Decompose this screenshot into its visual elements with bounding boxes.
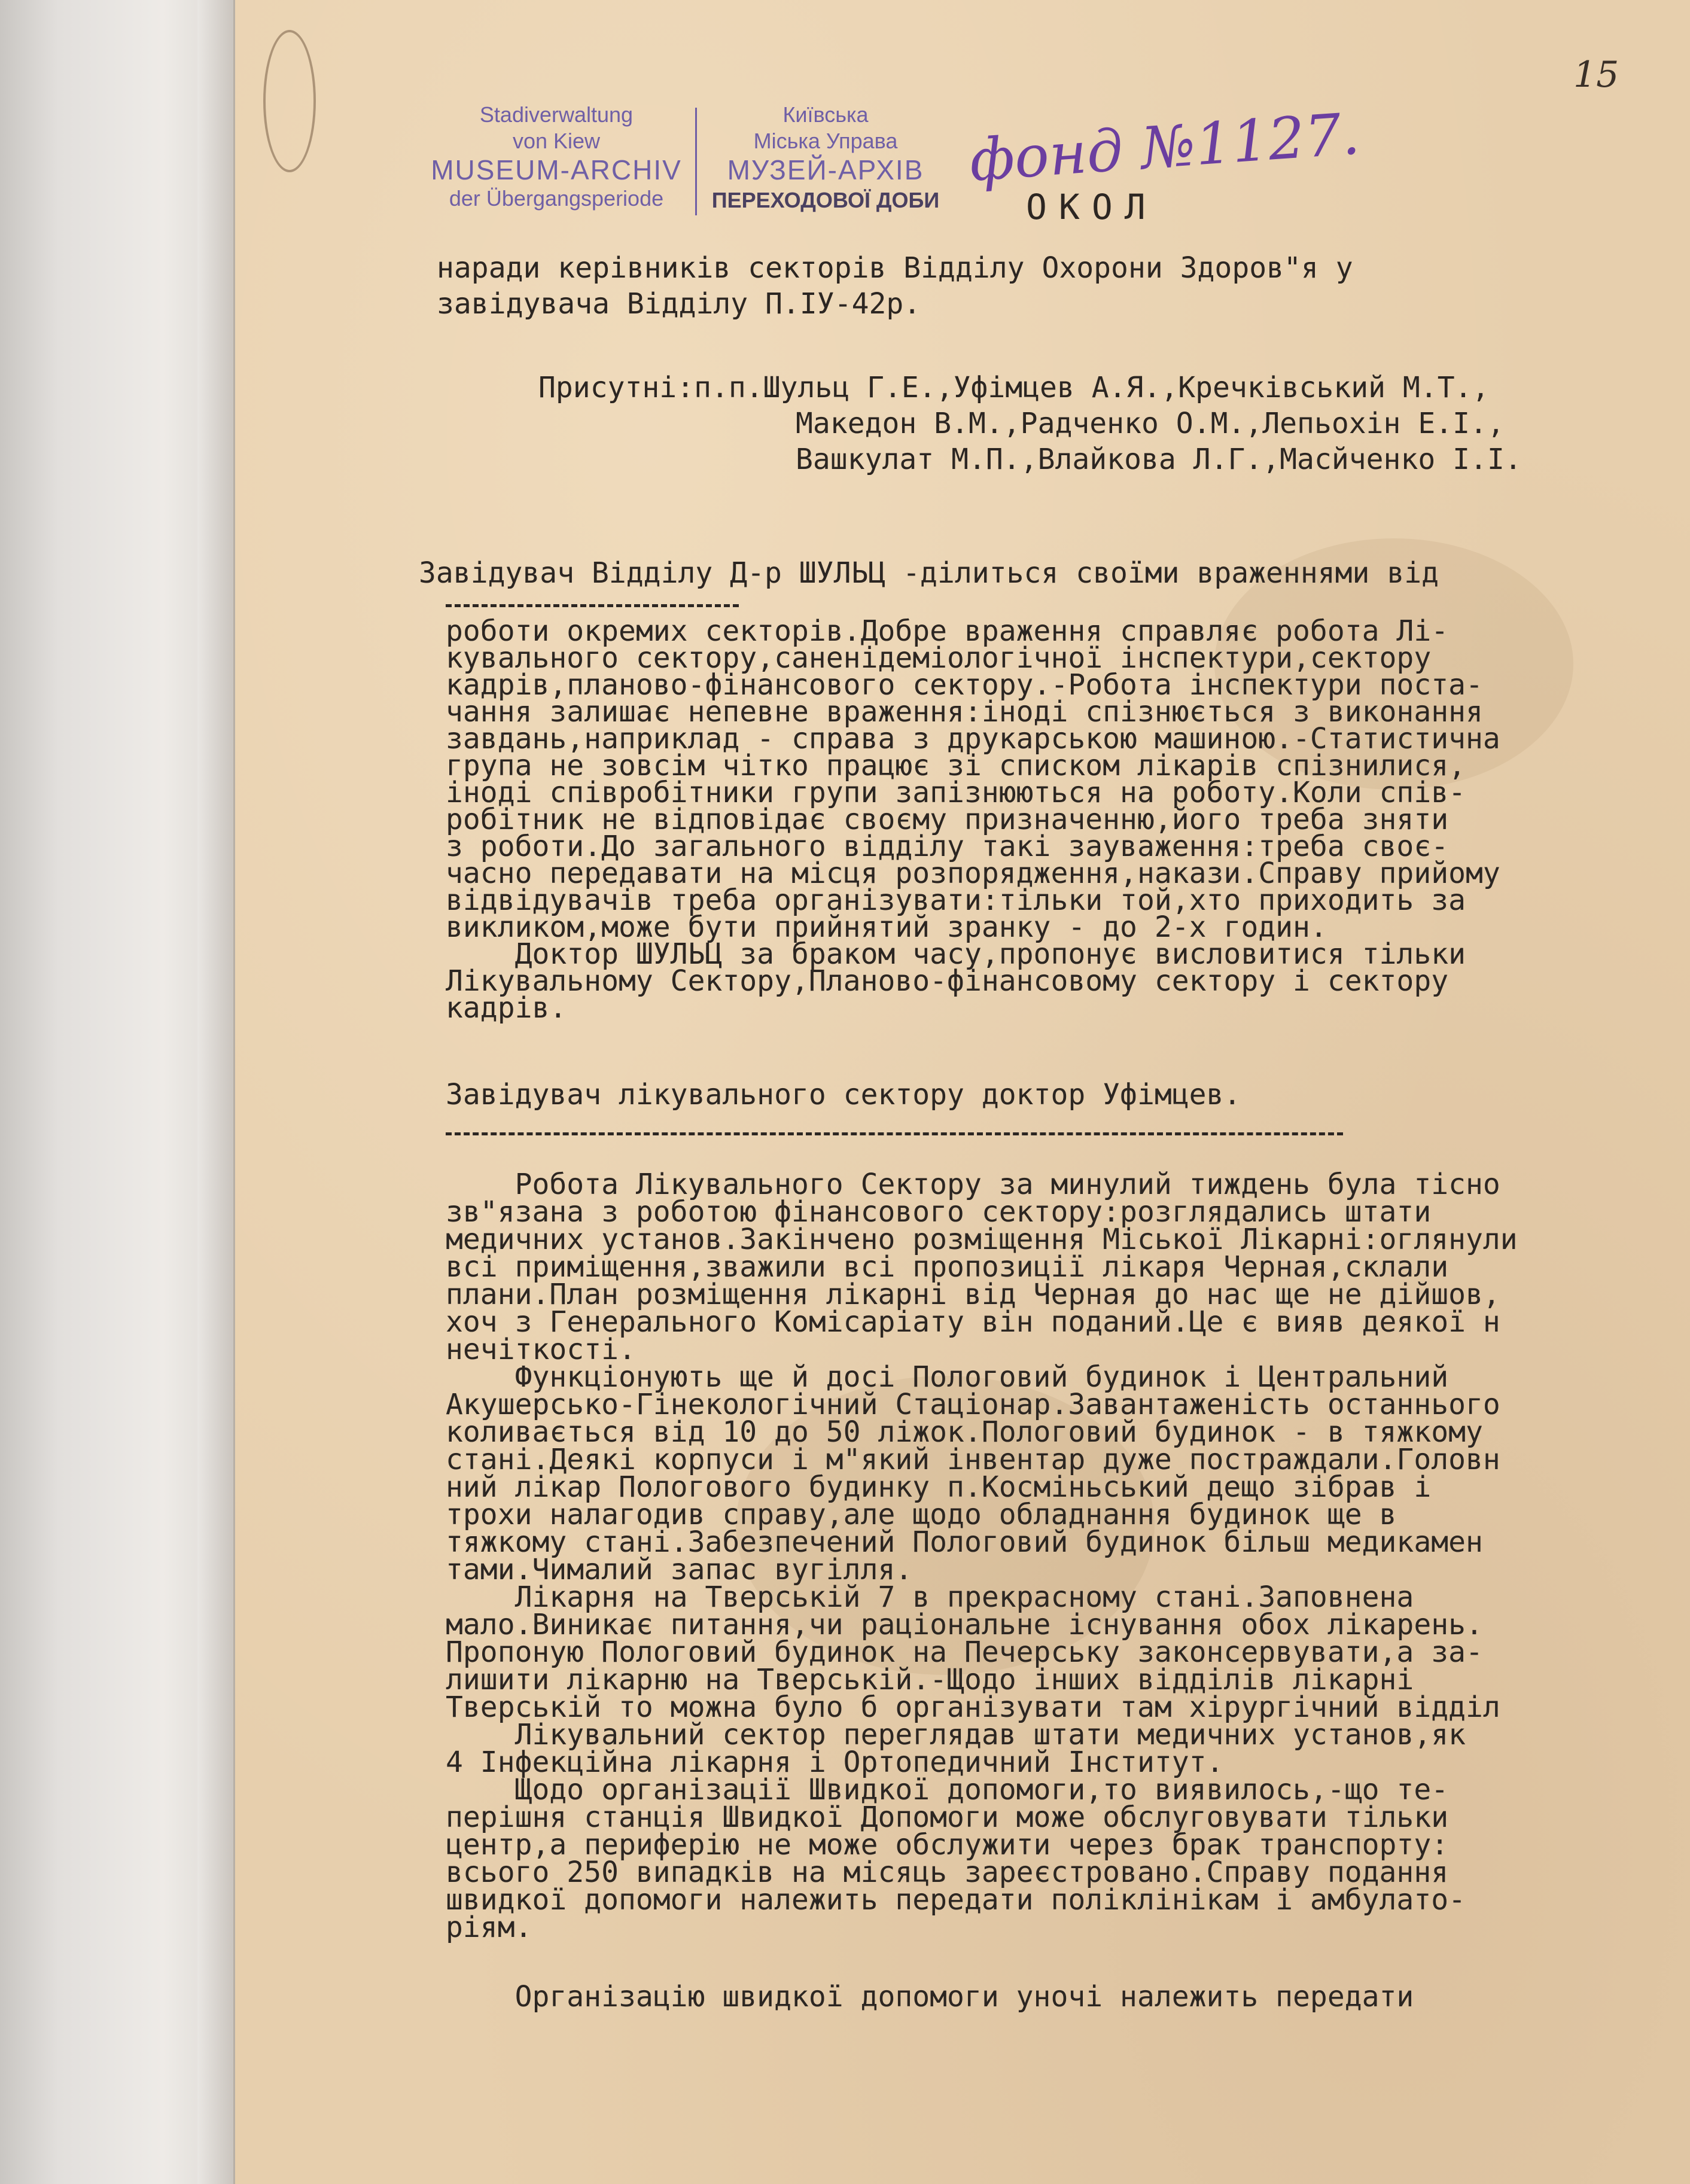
stamp-divider — [695, 108, 697, 215]
body-line: стані.Деякі корпуси і м"який інвентар дуже постраждали.Головн — [446, 1443, 1500, 1476]
body-line: Щодо організації Швидкої допомоги,то виявилось,-що те- — [446, 1773, 1449, 1807]
body-line: Лікувальному Сектору,Планово-фінансовому сектору і сектору — [446, 964, 1449, 998]
body-line: центр,а периферію не може обслужити через брак транспорту: — [446, 1828, 1449, 1862]
stamp-line: der Übergangsperiode — [449, 186, 664, 211]
page-number: 15 — [1573, 54, 1619, 96]
heading-line: наради керівників секторів Відділу Охорони Здоров"я у — [437, 251, 1353, 285]
stamp-line: ПЕРЕХОДОВОЇ ДОБИ — [711, 188, 940, 212]
attendees-line: Вашкулат М.П.,Влайкова Л.Г.,Масйченко І.І. — [796, 443, 1522, 476]
body-line: робітник не відповідає своєму призначенню,його треба зняти — [446, 803, 1449, 836]
underline — [446, 604, 739, 607]
body-line: іноді співробітники групи запізнюються на роботу.Коли спів- — [446, 776, 1466, 809]
body-line: кувального сектору,саненідеміологічної інспектури,сектору — [446, 641, 1432, 675]
tissue-edge — [197, 0, 233, 2184]
body-line: зв"язана з роботою фінансового сектору:розглядались штати — [446, 1195, 1432, 1229]
stamp-line: Stadiverwaltung — [479, 102, 634, 127]
body-line: коливається від 10 до 50 ліжок.Пологовий будинок - в тяжкому — [446, 1415, 1483, 1449]
body-line: трохи налагодив справу,але щодо обладнання будинок ще в — [446, 1498, 1397, 1531]
body-line: кадрів,планово-фінансового сектору.-Робота інспектури поста- — [446, 668, 1483, 702]
heading-line: завідувача Відділу П.ІУ-42р. — [437, 287, 921, 321]
body-line: Лікарня на Тверській 7 в прекрасному стані.Заповнена — [446, 1580, 1414, 1614]
body-line: з роботи.До загального відділу такі зауваження:треба своє- — [446, 830, 1449, 863]
body-line: хоч з Генерального Комісаріату він поданий.Це є вияв деякої н — [446, 1305, 1500, 1339]
stamp-line: Київська — [782, 102, 869, 127]
underline — [446, 1132, 1343, 1135]
body-line: 4 Інфекційна лікарня і Ортопедичний Інститут. — [446, 1746, 1224, 1779]
handwritten-fond-number: фонд №1127. — [967, 100, 1362, 194]
body-line: Пропоную Пологовий будинок на Печерську законсервувати,а за- — [446, 1635, 1483, 1669]
section-header: Завідувач лікувального сектору доктор Уфімцев. — [446, 1078, 1241, 1111]
body-line: часно передавати на місця розпорядження,накази.Справу прийому — [446, 857, 1500, 890]
stamp-german — [419, 102, 694, 212]
stamp-line: МУЗЕЙ-АРХІВ — [727, 154, 924, 185]
body-line: Доктор ШУЛЬЦ за браком часу,пропонує висловитися тільки — [446, 937, 1466, 971]
body-line: ний лікар Пологового будинку п.Косміньський дещо зібрав і — [446, 1470, 1432, 1504]
body-line: Функціонують ще й досі Пологовий будинок і Центральний — [446, 1360, 1449, 1394]
attendees-line: Македон В.М.,Радченко О.М.,Лепьохін Е.І., — [796, 407, 1505, 440]
body-line: Тверській то можна було б організувати там хірургічний відділ — [446, 1690, 1500, 1724]
stamp-line: Міська Управа — [753, 129, 898, 153]
body-line: відвідувачів треба організувати:тільки той,хто приходить за — [446, 884, 1466, 917]
body-line: ріям. — [446, 1911, 532, 1944]
body-line: лишити лікарню на Тверській.-Щодо інших відділів лікарні — [446, 1663, 1414, 1696]
body-line: кадрів. — [446, 991, 567, 1025]
stamp-line: von Kiew — [512, 129, 601, 153]
body-line: тами.Чималий запас вугілля. — [446, 1553, 913, 1586]
body-line: чання залишає непевне враження:іноді спізнюється з виконання — [446, 695, 1483, 729]
section-header: Завідувач Відділу Д-р ШУЛЬЦ -ділиться своїми враженнями від — [419, 556, 1439, 590]
binding-hole-mark — [263, 30, 316, 172]
stamp-line: MUSEUM-ARCHIV — [431, 154, 682, 185]
body-line: плани.План розміщення лікарні від Черная до нас ще не дійшов, — [446, 1278, 1500, 1311]
body-line: мало.Виникає питання,чи раціональне існування обох лікарень. — [446, 1608, 1483, 1641]
archive-stamp — [419, 102, 945, 221]
body-line: швидкої допомоги належить передати поліклінікам і амбулато- — [446, 1883, 1466, 1917]
body-line: всі приміщення,зважили всі пропозиції лікаря Черная,склали — [446, 1250, 1449, 1284]
body-line: тяжкому стані.Забезпечений Пологовий будинок більш медикамен — [446, 1525, 1483, 1559]
body-line: всього 250 випадків на місяць зареєстровано.Справу подання — [446, 1856, 1449, 1889]
body-line: Лікувальний сектор переглядав штати медичних установ,як — [446, 1718, 1466, 1752]
body-line: медичних установ.Закінчено розміщення Міської Лікарні:оглянули — [446, 1223, 1518, 1256]
attendees-line: Присутні:п.п.Шульц Г.Е.,Уфімцев А.Я.,Кречківський М.Т., — [538, 371, 1490, 404]
body-line: роботи окремих секторів.Добре враження справляє робота Лі- — [446, 614, 1449, 648]
stamp-ukrainian — [706, 102, 945, 215]
body-line: нечіткості. — [446, 1333, 636, 1366]
body-line: перішня станція Швидкої Допомоги може обслуговувати тільки — [446, 1801, 1449, 1834]
body-line: група не зовсім чітко працює зі списком лікарів спізнилися, — [446, 749, 1466, 782]
body-line: Робота Лікувального Сектору за минулий тиждень була тісно — [446, 1168, 1500, 1201]
body-line: завдань,наприклад - справа з друкарською машиною.-Статистична — [446, 722, 1500, 756]
body-line: викликом,може бути прийнятий зранку - до 2-х годин. — [446, 910, 1327, 944]
document-title: ОКОЛ — [1026, 187, 1158, 227]
body-line: Організацію швидкої допомоги уночі належить передати — [446, 1980, 1414, 2014]
body-line: Акушерсько-Гінекологічний Стаціонар.Завантаженість останнього — [446, 1388, 1500, 1421]
